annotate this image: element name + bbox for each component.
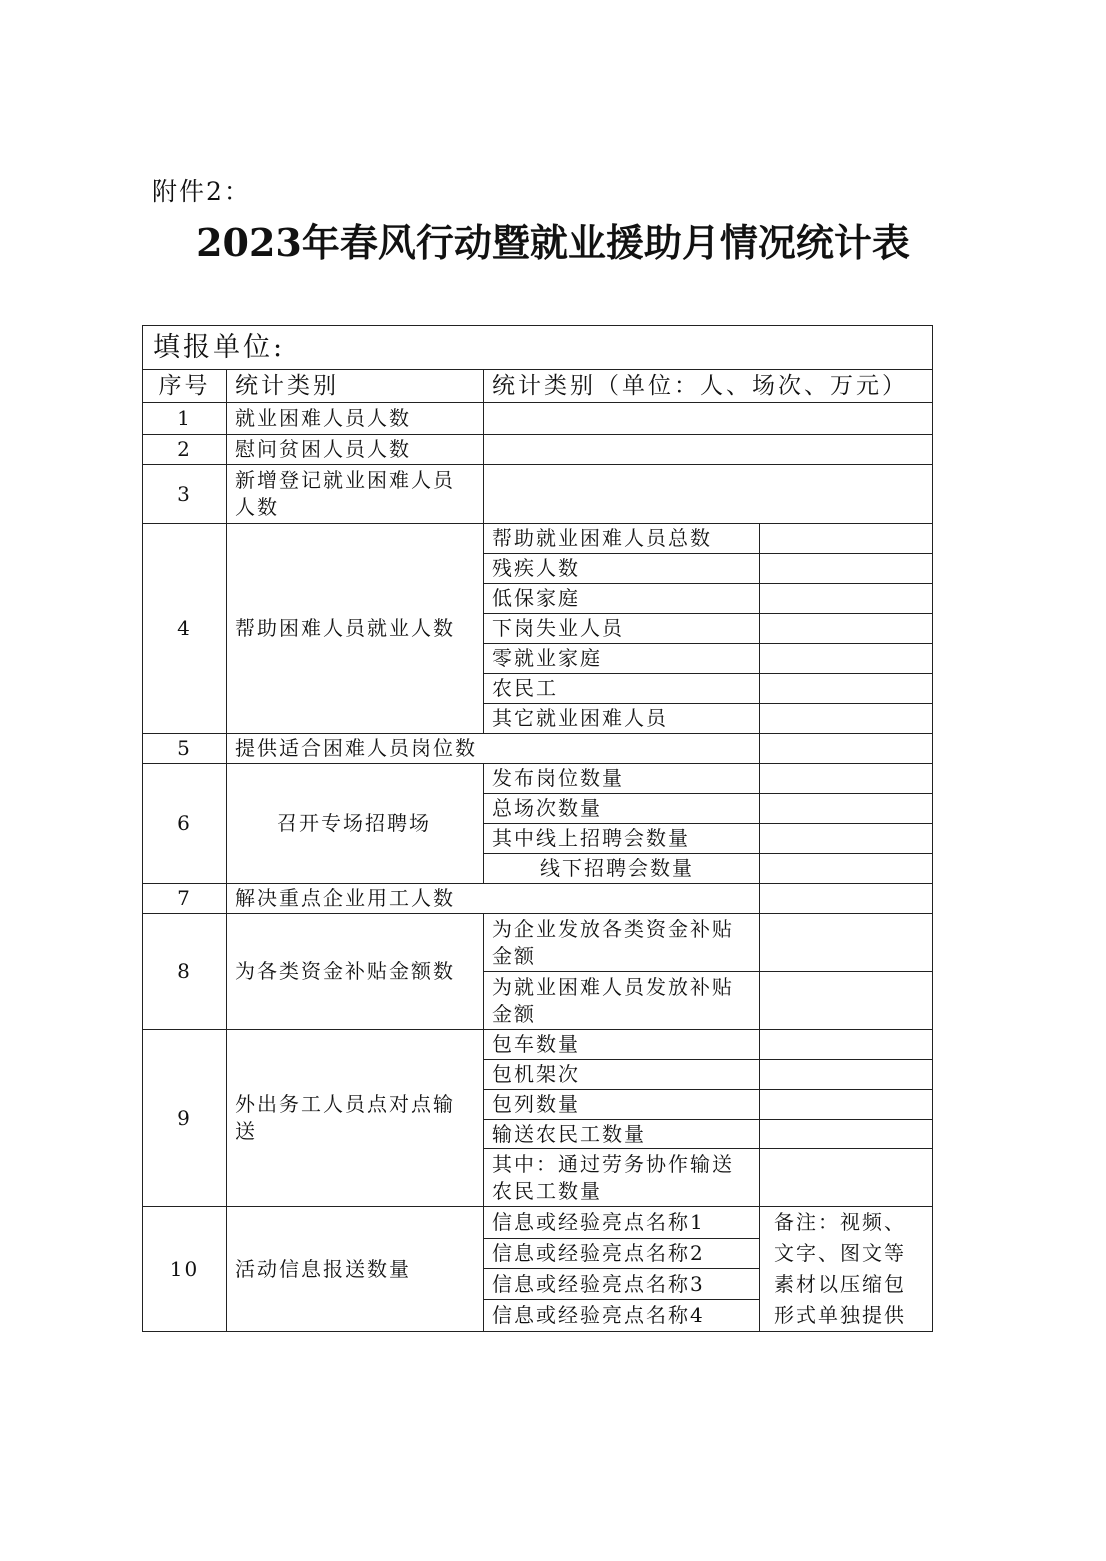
sub-category-cell: 其它就业困难人员 — [484, 704, 760, 734]
header-unit-category: 统计类别（单位：人、场次、万元） — [484, 370, 933, 403]
sub-category-cell: 其中：通过劳务协作输送农民工数量 — [484, 1149, 760, 1207]
sub-category-cell: 为就业困难人员发放补贴金额 — [484, 972, 760, 1030]
value-cell[interactable] — [760, 824, 933, 854]
category-cell: 提供适合困难人员岗位数 — [227, 734, 760, 764]
table-row — [143, 465, 933, 524]
value-cell[interactable] — [760, 734, 933, 764]
category-cell: 就业困难人员人数 — [227, 403, 484, 435]
statistics-table — [142, 325, 933, 1332]
value-cell[interactable] — [760, 914, 933, 972]
value-cell[interactable] — [760, 584, 933, 614]
header-row — [143, 370, 933, 403]
seq-cell: 9 — [143, 1030, 227, 1207]
sub-category-cell: 包车数量 — [484, 1030, 760, 1060]
seq-cell: 2 — [143, 435, 227, 465]
category-cell: 召开专场招聘场 — [227, 764, 484, 884]
seq-cell: 8 — [143, 914, 227, 1030]
table-row — [143, 884, 933, 914]
reporting-unit-cell[interactable]: 填报单位: — [143, 326, 933, 370]
sub-category-cell: 低保家庭 — [484, 584, 760, 614]
attachment-label: 附件2： — [152, 177, 251, 206]
seq-cell: 10 — [143, 1207, 227, 1332]
seq-cell: 1 — [143, 403, 227, 435]
sub-category-cell: 零就业家庭 — [484, 644, 760, 674]
seq-cell: 6 — [143, 764, 227, 884]
header-category: 统计类别 — [227, 370, 484, 403]
sub-category-cell: 其中线上招聘会数量 — [484, 824, 760, 854]
table-row — [143, 403, 933, 435]
sub-category-cell: 信息或经验亮点名称4 — [484, 1300, 760, 1332]
page-title: 2023年春风行动暨就业援助月情况统计表 — [196, 220, 910, 265]
category-cell: 帮助困难人员就业人数 — [227, 524, 484, 734]
note-cell: 备注：视频、文字、图文等素材以压缩包形式单独提供 — [760, 1207, 933, 1332]
value-cell[interactable] — [760, 794, 933, 824]
sub-category-cell: 线下招聘会数量 — [484, 854, 760, 884]
value-cell[interactable] — [484, 403, 933, 435]
header-seq: 序号 — [143, 370, 227, 403]
value-cell[interactable] — [760, 884, 933, 914]
category-cell: 慰问贫困人员人数 — [227, 435, 484, 465]
value-cell[interactable] — [484, 465, 933, 524]
sub-category-cell: 包列数量 — [484, 1090, 760, 1120]
seq-cell: 4 — [143, 524, 227, 734]
table-row — [143, 764, 933, 794]
sub-category-cell: 包机架次 — [484, 1060, 760, 1090]
category-cell: 为各类资金补贴金额数 — [227, 914, 484, 1030]
sub-category-cell: 信息或经验亮点名称2 — [484, 1238, 760, 1269]
value-cell[interactable] — [760, 972, 933, 1030]
seq-cell: 7 — [143, 884, 227, 914]
value-cell[interactable] — [760, 614, 933, 644]
value-cell[interactable] — [760, 764, 933, 794]
value-cell[interactable] — [760, 854, 933, 884]
sub-category-cell: 总场次数量 — [484, 794, 760, 824]
value-cell[interactable] — [760, 644, 933, 674]
value-cell[interactable] — [760, 1120, 933, 1149]
category-cell: 外出务工人员点对点输送 — [227, 1030, 484, 1207]
table-row — [143, 734, 933, 764]
sub-category-cell: 输送农民工数量 — [484, 1120, 760, 1149]
sub-category-cell: 为企业发放各类资金补贴金额 — [484, 914, 760, 972]
sub-category-cell: 下岗失业人员 — [484, 614, 760, 644]
sub-category-cell: 信息或经验亮点名称1 — [484, 1207, 760, 1239]
category-cell: 解决重点企业用工人数 — [227, 884, 760, 914]
value-cell[interactable] — [760, 524, 933, 554]
category-cell: 新增登记就业困难人员人数 — [227, 465, 484, 524]
value-cell[interactable] — [760, 554, 933, 584]
value-cell[interactable] — [760, 1030, 933, 1060]
value-cell[interactable] — [760, 674, 933, 704]
category-cell: 活动信息报送数量 — [227, 1207, 484, 1332]
value-cell[interactable] — [760, 1149, 933, 1207]
seq-cell: 3 — [143, 465, 227, 524]
table-row — [143, 914, 933, 972]
table-row — [143, 524, 933, 554]
sub-category-cell: 帮助就业困难人员总数 — [484, 524, 760, 554]
table-row — [143, 1030, 933, 1060]
value-cell[interactable] — [760, 1060, 933, 1090]
value-cell[interactable] — [760, 704, 933, 734]
sub-category-cell: 信息或经验亮点名称3 — [484, 1269, 760, 1300]
sub-category-cell: 发布岗位数量 — [484, 764, 760, 794]
sub-category-cell: 残疾人数 — [484, 554, 760, 584]
table-row — [143, 1207, 933, 1239]
value-cell[interactable] — [760, 1090, 933, 1120]
seq-cell: 5 — [143, 734, 227, 764]
table-row — [143, 326, 933, 370]
table-row — [143, 435, 933, 465]
value-cell[interactable] — [484, 435, 933, 465]
sub-category-cell: 农民工 — [484, 674, 760, 704]
